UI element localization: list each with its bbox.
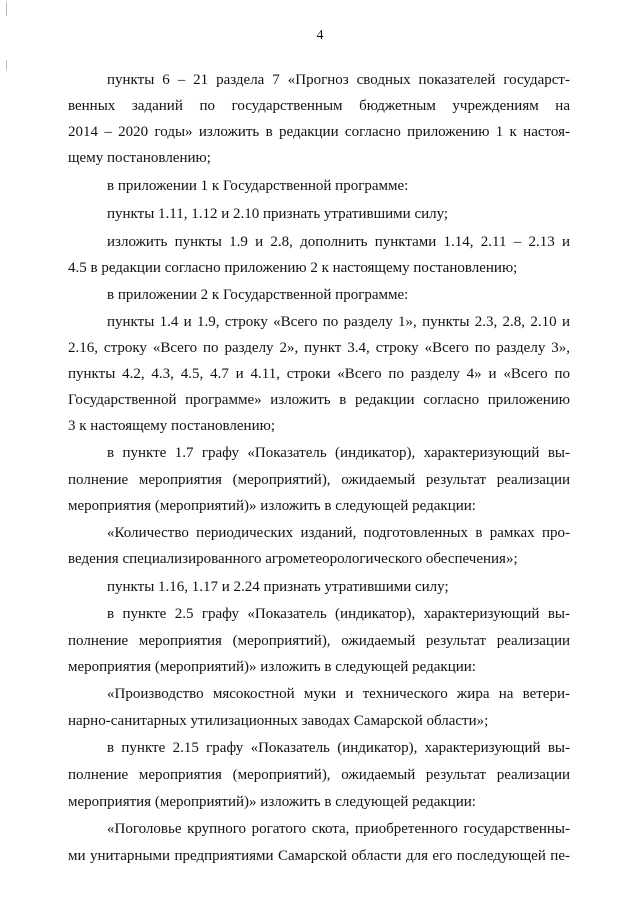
text-line: мероприятия (мероприятий)» изложить в следующей редакции: xyxy=(68,794,476,810)
text-line: в пункте 2.5 графу «Показатель (индикатор), характеризующий вы- xyxy=(107,606,570,622)
text-line: 2014 – 2020 годы» изложить в редакции согласно приложению 1 к настоя- xyxy=(68,124,570,140)
text-line: мероприятия (мероприятий)» изложить в следующей редакции: xyxy=(68,498,476,514)
text-line: полнение мероприятия (мероприятий), ожидаемый результат реализации xyxy=(68,472,570,488)
page-number: 4 xyxy=(316,28,324,43)
text-line: пункты 1.16, 1.17 и 2.24 признать утратившими силу; xyxy=(107,579,449,595)
text-line: ведения специализированного агрометеорологического обеспечения»; xyxy=(68,551,518,567)
text-line: в приложении 2 к Государственной программе: xyxy=(107,287,409,303)
text-line: нарно-санитарных утилизационных заводах Самарской области»; xyxy=(68,713,489,729)
text-line: пункты 4.2, 4.3, 4.5, 4.7 и 4.11, строки «Всего по разделу 4» и «Всего по xyxy=(68,366,570,382)
text-line: «Количество периодических изданий, подготовленных в рамках про- xyxy=(107,525,570,541)
margin-mark xyxy=(6,2,7,16)
text-line: 4.5 в редакции согласно приложению 2 к настоящему постановлению; xyxy=(68,260,518,276)
text-line: 3 к настоящему постановлению; xyxy=(68,418,275,434)
text-line: полнение мероприятия (мероприятий), ожидаемый результат реализации xyxy=(68,633,570,649)
text-line: в приложении 1 к Государственной программе: xyxy=(107,178,409,194)
text-line: ми унитарными предприятиями Самарской области для его последующей пе- xyxy=(68,848,570,864)
text-line: пункты 1.11, 1.12 и 2.10 признать утратившими силу; xyxy=(107,206,449,222)
text-line: полнение мероприятия (мероприятий), ожидаемый результат реализации xyxy=(68,767,570,783)
margin-mark xyxy=(6,60,7,70)
text-line: «Производство мясокостной муки и технического жира на ветери- xyxy=(107,686,570,702)
text-line: щему постановлению; xyxy=(68,150,211,166)
text-line: в пункте 1.7 графу «Показатель (индикатор), характеризующий вы- xyxy=(107,445,570,461)
text-line: изложить пункты 1.9 и 2.8, дополнить пунктами 1.14, 2.11 – 2.13 и xyxy=(107,234,570,250)
text-line: пункты 1.4 и 1.9, строку «Всего по разделу 1», пункты 2.3, 2.8, 2.10 и xyxy=(107,314,570,330)
text-line: «Поголовье крупного рогатого скота, приобретенного государственны- xyxy=(107,821,570,837)
text-line: пункты 6 – 21 раздела 7 «Прогноз сводных показателей государст- xyxy=(107,72,570,88)
text-line: венных заданий по государственным бюджетным учреждениям на xyxy=(68,98,570,114)
text-line: Государственной программе» изложить в редакции согласно приложению xyxy=(68,392,570,408)
text-line: 2.16, строку «Всего по разделу 2», пункт 3.4, строку «Всего по разделу 3», xyxy=(68,340,570,356)
text-line: в пункте 2.15 графу «Показатель (индикатор), характеризующий вы- xyxy=(107,740,570,756)
text-line: мероприятия (мероприятий)» изложить в следующей редакции: xyxy=(68,659,476,675)
